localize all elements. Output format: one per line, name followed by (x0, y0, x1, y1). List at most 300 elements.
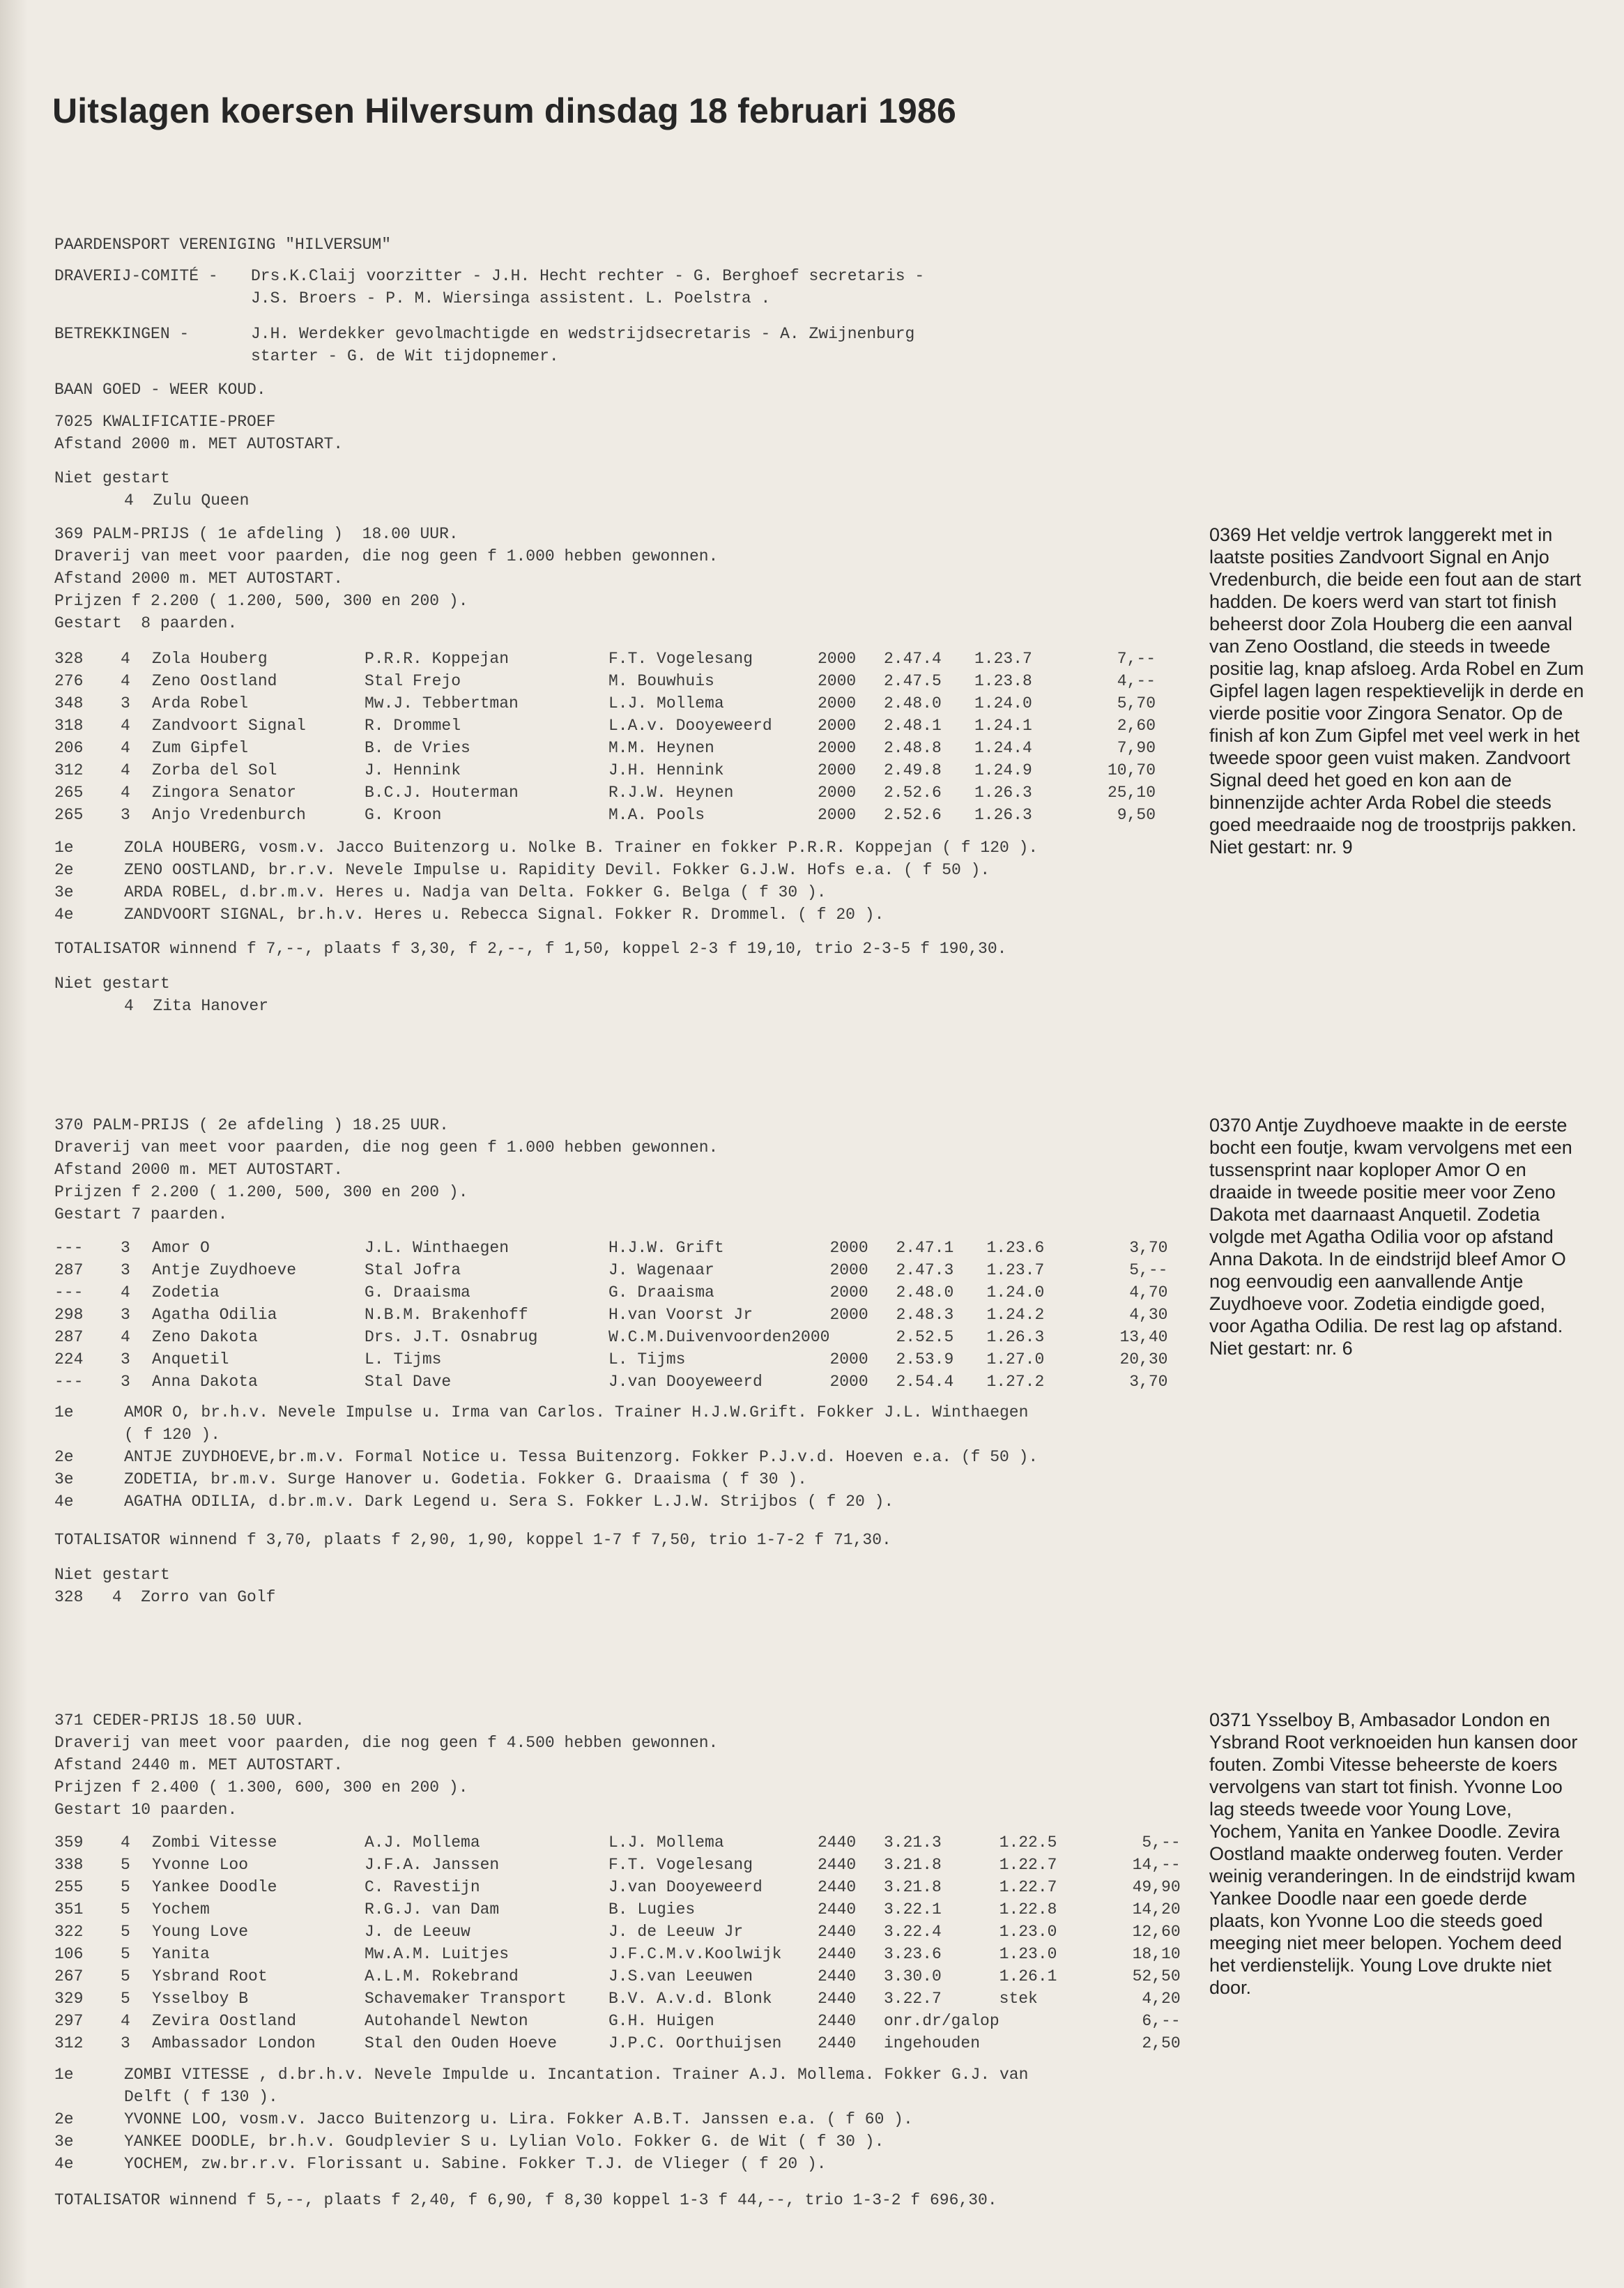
owner-cell: J. Hennink (365, 761, 461, 779)
km-time-cell: 1.22.8 (999, 1900, 1057, 1919)
table-row (54, 1259, 1167, 1281)
horse-name-cell: Zodetia (152, 1283, 220, 1302)
age-cell: 5 (121, 1990, 130, 2008)
owner-cell: J.L. Winthaegen (365, 1239, 510, 1257)
commentary-not-started: Niet gestart: nr. 9 (1209, 837, 1353, 857)
distance-cell: 2440 (818, 1923, 857, 1941)
placing-description: ZENO OOSTLAND, br.r.v. Nevele Impulse u. Rapidity Devil. Fokker G.J.W. Hofs e.a. ( f 50 ). (124, 861, 990, 879)
total-time-cell: 2.54.4 (896, 1373, 954, 1391)
odds-cell: 5,70 (1117, 694, 1156, 712)
odds-cell: 18,10 (1132, 1945, 1181, 1963)
driver-cell: J.P.C. Oorthuijsen (608, 2034, 782, 2052)
horse-name-cell: Yvonne Loo (152, 1856, 249, 1874)
race-title: 369 PALM-PRIJS ( 1e afdeling ) 18.00 UUR. (54, 525, 459, 543)
km-time-cell: 1.23.7 (986, 1261, 1045, 1279)
distance-cell: 2000 (818, 717, 857, 735)
totalisator: TOTALISATOR winnend f 7,--, plaats f 3,30, f 2,--, f 1,50, koppel 2-3 f 19,10, trio 2-3-5 f 190,30. (54, 940, 1007, 958)
race-371-commentary (1209, 1709, 1586, 1999)
table-row (54, 692, 1156, 715)
km-time-cell: 1.23.0 (999, 1923, 1057, 1941)
placing-position: 3e (54, 2133, 74, 2151)
km-time-cell: 1.24.0 (986, 1283, 1045, 1302)
table-row (54, 1943, 1181, 1965)
placing-line (54, 2064, 1028, 2086)
odds-cell: 7,90 (1117, 739, 1156, 757)
commentary-text: 0370 Antje Zuydhoeve maakte in de eerste bocht een foutje, kwam vervolgens met een tussensprint naar koploper Amor O en draaide in tweede positie meer voor Zeno Dakota met daarnaast Anquetil. Zodetia volgde met Agatha Odilia voor op afstand Anna Dakota. In de eindstrijd bleef Amor O nog eenvoudig een aanvallende Antje Zuydhoeve voor. Zodetia eindigde goed, voor Agatha Odilia. De rest lag op afstand. (1209, 1115, 1572, 1336)
distance-cell: 2000 (829, 1239, 868, 1257)
odds-cell: 14,20 (1132, 1900, 1181, 1919)
table-row (54, 1281, 1167, 1304)
total-time-cell: 3.21.3 (884, 1833, 942, 1852)
race-conditions: Draverij van meet voor paarden, die nog geen f 1.000 hebben gewonnen. (54, 547, 719, 565)
km-time-cell: 1.23.7 (974, 650, 1032, 668)
placing-position: 1e (54, 2066, 74, 2084)
odds-cell: 2,60 (1117, 717, 1156, 735)
committee-line-1: Drs.K.Claij voorzitter - J.H. Hecht rechter - G. Berghoef secretaris - (251, 267, 925, 285)
horse-name-cell: Anjo Vredenburch (152, 806, 306, 824)
start-number-cell: 318 (54, 717, 84, 735)
committee-label: DRAVERIJ-COMITÉ - (54, 267, 218, 285)
age-cell: 4 (121, 1833, 130, 1852)
owner-cell: Stal Frejo (365, 672, 461, 690)
odds-cell: 5,-- (1142, 1833, 1181, 1852)
table-row (54, 1237, 1167, 1259)
horse-name-cell: Zevira Oostland (152, 2012, 297, 2030)
driver-cell: J.S.van Leeuwen (608, 1967, 753, 1985)
km-time-cell: 1.23.6 (986, 1239, 1045, 1257)
odds-cell: 4,-- (1117, 672, 1156, 690)
odds-cell: 13,40 (1119, 1328, 1168, 1346)
start-number-cell: 287 (54, 1328, 84, 1346)
race-369-commentary (1209, 524, 1586, 858)
distance-cell: 2440 (818, 1945, 857, 1963)
owner-cell: Stal Jofra (365, 1261, 461, 1279)
results-table (54, 1237, 1167, 1393)
placing-line (54, 881, 827, 903)
owner-cell: Stal den Ouden Hoeve (365, 2034, 558, 2052)
odds-cell: 49,90 (1132, 1878, 1181, 1896)
distance-cell: 2440 (818, 1878, 857, 1896)
table-row (54, 1876, 1181, 1898)
start-number-cell: 297 (54, 2012, 84, 2030)
distance-cell: 2440 (818, 1990, 857, 2008)
placing-position: 2e (54, 2110, 74, 2128)
odds-cell: 2,50 (1142, 2034, 1181, 2052)
owner-cell: A.L.M. Rokebrand (365, 1967, 519, 1985)
start-number-cell: 287 (54, 1261, 84, 1279)
age-cell: 3 (121, 2034, 130, 2052)
commentary-text: 0371 Ysselboy B, Ambasador London en Ysbrand Root verknoeiden hun kansen door fouten. Zombi Vitesse beheerste de koers vervolgens van start tot finish. Yvonne Loo lag steeds tweede voor Young Love, Yochem, Yanita en Yankee Doodle. Zevira Oostland maakte onderweg fouten. Verder weinig veranderingen. In de eindstrijd kwam Yankee Doodle naar een goede derde plaats, kon Yvonne Loo die steeds goed meeging niet meer belopen. Yochem deed het verdienstelijk. Young Love drukte niet door. (1209, 1709, 1578, 1998)
km-time-cell (999, 2032, 1104, 2054)
distance-cell: 2000 (818, 784, 857, 802)
placing-description: AMOR O, br.h.v. Nevele Impulse u. Irma van Carlos. Trainer H.J.W.Grift. Fokker J.L. Winthaegen (124, 1403, 1029, 1421)
total-time-cell: 2.47.1 (896, 1239, 954, 1257)
placing-description: ZOLA HOUBERG, vosm.v. Jacco Buitenzorg u. Nolke B. Trainer en fokker P.R.R. Koppejan ( f 120 ). (124, 839, 1039, 857)
table-row (54, 2010, 1181, 2032)
total-time-cell: 2.48.3 (896, 1306, 954, 1324)
odds-cell: 4,30 (1129, 1306, 1168, 1324)
table-row (54, 648, 1156, 670)
km-time-cell: 1.23.0 (999, 1945, 1057, 1963)
total-time-cell: ingehouden (884, 2034, 981, 2052)
horse-name-cell: Yanita (152, 1945, 210, 1963)
table-row (54, 804, 1156, 826)
results-table (54, 648, 1156, 826)
horse-name-cell: Young Love (152, 1923, 249, 1941)
race-started: Gestart 10 paarden. (54, 1801, 238, 1819)
owner-cell: Stal Dave (365, 1373, 452, 1391)
horse-name-cell: Zum Gipfel (152, 739, 249, 757)
total-time-cell: 2.47.4 (884, 650, 942, 668)
start-number-cell: 265 (54, 806, 84, 824)
driver-cell: M.A. Pools (608, 806, 705, 824)
total-time-cell: 2.47.3 (896, 1261, 954, 1279)
odds-cell: 6,-- (1142, 2012, 1181, 2030)
horse-name-cell: Zeno Dakota (152, 1328, 258, 1346)
odds-cell: 3,70 (1129, 1239, 1168, 1257)
odds-cell: 12,60 (1132, 1923, 1181, 1941)
age-cell: 4 (121, 1283, 130, 1302)
age-cell: 3 (121, 1373, 130, 1391)
start-number-cell: 255 (54, 1878, 84, 1896)
table-row (54, 1304, 1167, 1326)
driver-cell: L. Tijms (608, 1350, 686, 1368)
km-time-cell: 1.27.2 (986, 1373, 1045, 1391)
distance-cell: 2000 (829, 1261, 868, 1279)
driver-cell: H.J.W. Grift (608, 1239, 724, 1257)
placing-line (54, 2108, 913, 2130)
owner-cell: J.F.A. Janssen (365, 1856, 500, 1874)
start-number-cell: --- (54, 1239, 84, 1257)
start-number-cell: 338 (54, 1856, 84, 1874)
odds-cell: 25,10 (1107, 784, 1156, 802)
placing-continuation: Delft ( f 130 ). (124, 2088, 278, 2106)
race-prizes: Prijzen f 2.400 ( 1.300, 600, 300 en 200 ). (54, 1778, 468, 1797)
driver-cell: J.F.C.M.v.Koolwijk (608, 1945, 782, 1963)
total-time-cell: 3.21.8 (884, 1878, 942, 1896)
placing-description: AGATHA ODILIA, d.br.m.v. Dark Legend u. Sera S. Fokker L.J.W. Strijbos ( f 20 ). (124, 1493, 894, 1511)
horse-name-cell: Zandvoort Signal (152, 717, 306, 735)
total-time-cell: 2.53.9 (896, 1350, 954, 1368)
placing-description: ZANDVOORT SIGNAL, br.h.v. Heres u. Rebecca Signal. Fokker R. Drommel. ( f 20 ). (124, 906, 884, 924)
odds-cell: 4,20 (1142, 1990, 1181, 2008)
not-started-horse: 4 Zita Hanover (124, 997, 269, 1015)
distance-cell: 2000 (829, 1283, 868, 1302)
horse-name-cell: Yochem (152, 1900, 210, 1919)
age-cell: 4 (121, 672, 130, 690)
table-row (54, 1988, 1181, 2010)
placing-position: 4e (54, 2155, 74, 2173)
owner-cell: B.C.J. Houterman (365, 784, 519, 802)
age-cell: 5 (121, 1945, 130, 1963)
distance-cell: 2000 (818, 806, 857, 824)
odds-cell: 9,50 (1117, 806, 1156, 824)
driver-cell: J.van Dooyeweerd (608, 1878, 763, 1896)
total-time-cell: 3.22.1 (884, 1900, 942, 1919)
age-cell: 3 (121, 694, 130, 712)
race-distance: Afstand 2000 m. MET AUTOSTART. (54, 570, 344, 588)
age-cell: 5 (121, 1856, 130, 1874)
association-name: PAARDENSPORT VERENIGING "HILVERSUM" (54, 236, 392, 254)
placing-line (54, 2130, 884, 2153)
placing-position: 4e (54, 1493, 74, 1511)
officials-line-2: starter - G. de Wit tijdopnemer. (251, 347, 559, 365)
owner-cell: P.R.R. Koppejan (365, 650, 510, 668)
table-row (54, 715, 1156, 737)
km-time-cell: 1.22.7 (999, 1856, 1057, 1874)
horse-name-cell: Anquetil (152, 1350, 229, 1368)
total-time-cell: onr.dr/galop (884, 2012, 999, 2030)
table-row (54, 1371, 1167, 1393)
committee-line-2: J.S. Broers - P. M. Wiersinga assistent. L. Poelstra . (251, 289, 771, 307)
placing-line (54, 1401, 1028, 1424)
distance-cell: 2440 (818, 1856, 857, 1874)
placing-description: YOCHEM, zw.br.r.v. Florissant u. Sabine. Fokker T.J. de Vlieger ( f 20 ). (124, 2155, 827, 2173)
start-number-cell: 265 (54, 784, 84, 802)
distance-cell: 2440 (818, 2034, 857, 2052)
distance-cell: 2000 (818, 694, 857, 712)
race-prizes: Prijzen f 2.200 ( 1.200, 500, 300 en 200 ). (54, 592, 468, 610)
start-number-cell: 276 (54, 672, 84, 690)
age-cell: 5 (121, 1923, 130, 1941)
table-row (54, 2032, 1181, 2054)
start-number-cell: 328 (54, 650, 84, 668)
driver-cell: L.J. Mollema (608, 694, 724, 712)
placing-line (54, 1490, 894, 1513)
age-cell: 4 (121, 761, 130, 779)
officials-label: BETREKKINGEN - (54, 325, 190, 343)
km-time-cell: 1.23.8 (974, 672, 1032, 690)
placing-position: 1e (54, 1403, 74, 1421)
placing-line (54, 1446, 1038, 1468)
horse-name-cell: Ambassador London (152, 2034, 316, 2052)
start-number-cell: 312 (54, 2034, 84, 2052)
distance-cell: 2440 (818, 1967, 857, 1985)
placing-description: ZOMBI VITESSE , d.br.h.v. Nevele Impulde u. Incantation. Trainer A.J. Mollema. Fokker G.J. van (124, 2066, 1029, 2084)
placing-continuation: ( f 120 ). (124, 1426, 221, 1444)
horse-name-cell: Zombi Vitesse (152, 1833, 277, 1852)
officials-line-1: J.H. Werdekker gevolmachtigde en wedstrijdsecretaris - A. Zwijnenburg (251, 325, 915, 343)
placing-line (54, 837, 1038, 859)
not-started-label: Niet gestart (54, 1566, 170, 1584)
owner-cell: G. Kroon (365, 806, 442, 824)
km-time-cell: 1.22.5 (999, 1833, 1057, 1852)
driver-cell: F.T. Vogelesang (608, 650, 753, 668)
start-number-cell: 267 (54, 1967, 84, 1985)
owner-cell: N.B.M. Brakenhoff (365, 1306, 528, 1324)
age-cell: 3 (121, 806, 130, 824)
race-conditions: Draverij van meet voor paarden, die nog geen f 1.000 hebben gewonnen. (54, 1138, 719, 1157)
driver-cell: J. de Leeuw Jr (608, 1923, 744, 1941)
age-cell: 4 (121, 2012, 130, 2030)
start-number-cell: 312 (54, 761, 84, 779)
table-row (54, 1854, 1181, 1876)
distance-cell: 2000 (818, 650, 857, 668)
placing-position: 3e (54, 1470, 74, 1488)
odds-cell: 5,-- (1129, 1261, 1168, 1279)
odds-cell: 10,70 (1107, 761, 1156, 779)
table-row (54, 737, 1156, 759)
race-distance: Afstand 2440 m. MET AUTOSTART. (54, 1756, 344, 1774)
race-distance: Afstand 2000 m. MET AUTOSTART. (54, 1161, 344, 1179)
commentary-not-started: Niet gestart: nr. 6 (1209, 1338, 1353, 1359)
driver-cell: M.M. Heynen (608, 739, 714, 757)
qualification-not-started-horse: 4 Zulu Queen (124, 491, 250, 510)
total-time-cell: 2.48.0 (896, 1283, 954, 1302)
distance-cell: 2440 (818, 2012, 857, 2030)
driver-cell: F.T. Vogelesang (608, 1856, 753, 1874)
start-number-cell: 348 (54, 694, 84, 712)
total-time-cell: 2.52.6 (884, 784, 942, 802)
age-cell: 5 (121, 1900, 130, 1919)
distance-cell: 2440 (818, 1900, 857, 1919)
owner-cell: G. Draaisma (365, 1283, 470, 1302)
start-number-cell: 298 (54, 1306, 84, 1324)
driver-cell: B. Lugies (608, 1900, 696, 1919)
table-row (54, 1831, 1181, 1854)
placing-description: YANKEE DOODLE, br.h.v. Goudplevier S u. Lylian Volo. Fokker G. de Wit ( f 30 ). (124, 2133, 884, 2151)
age-cell: 3 (121, 1350, 130, 1368)
odds-cell: 52,50 (1132, 1967, 1181, 1985)
total-time-cell: 2.48.1 (884, 717, 942, 735)
total-time-cell: 3.22.4 (884, 1923, 942, 1941)
km-time-cell: 1.22.7 (999, 1878, 1057, 1896)
distance-cell: 2000 (829, 1350, 868, 1368)
placing-line (54, 859, 990, 881)
placing-position: 2e (54, 861, 74, 879)
table-row (54, 1898, 1181, 1921)
total-time-cell: 3.30.0 (884, 1967, 942, 1985)
owner-cell: A.J. Mollema (365, 1833, 480, 1852)
age-cell: 4 (121, 650, 130, 668)
odds-cell: 20,30 (1119, 1350, 1168, 1368)
distance-cell: 2000 (818, 761, 857, 779)
track-weather: BAAN GOED - WEER KOUD. (54, 381, 266, 399)
driver-cell: J.van Dooyeweerd (608, 1373, 763, 1391)
results-table (54, 1831, 1181, 2054)
placing-description: ZODETIA, br.m.v. Surge Hanover u. Godetia. Fokker G. Draaisma ( f 30 ). (124, 1470, 807, 1488)
horse-name-cell: Agatha Odilia (152, 1306, 277, 1324)
driver-cell: R.J.W. Heynen (608, 784, 734, 802)
placing-line (54, 2153, 827, 2175)
horse-name-cell: Antje Zuydhoeve (152, 1261, 297, 1279)
driver-cell: L.A.v. Dooyeweerd (608, 717, 772, 735)
horse-name-cell: Yankee Doodle (152, 1878, 277, 1896)
owner-cell: R.G.J. van Dam (365, 1900, 500, 1919)
km-time-cell: 1.26.1 (999, 1967, 1057, 1985)
placing-line (54, 903, 884, 926)
horse-name-cell: Zingora Senator (152, 784, 297, 802)
driver-cell: G.H. Huigen (608, 2012, 714, 2030)
total-time-cell: 3.22.7 (884, 1990, 942, 2008)
owner-cell: Schavemaker Transport (365, 1990, 567, 2008)
km-time-cell: stek (999, 1990, 1038, 2008)
table-row (54, 1921, 1181, 1943)
odds-cell: 4,70 (1129, 1283, 1168, 1302)
page-title: Uitslagen koersen Hilversum dinsdag 18 februari 1986 (52, 91, 957, 130)
distance-cell (829, 1326, 896, 1348)
table-row (54, 670, 1156, 692)
km-time-cell: 1.26.3 (986, 1328, 1045, 1346)
placing-line (54, 1468, 807, 1490)
totalisator: TOTALISATOR winnend f 3,70, plaats f 2,90, 1,90, koppel 1-7 f 7,50, trio 1-7-2 f 71,30. (54, 1531, 891, 1549)
race-started: Gestart 8 paarden. (54, 614, 238, 632)
driver-cell: B.V. A.v.d. Blonk (608, 1990, 772, 2008)
owner-cell: Mw.A.M. Luitjes (365, 1945, 510, 1963)
odds-cell: 3,70 (1129, 1373, 1168, 1391)
table-row (54, 759, 1156, 781)
horse-name-cell: Ysselboy B (152, 1990, 249, 2008)
start-number-cell: 359 (54, 1833, 84, 1852)
start-number-cell: 206 (54, 739, 84, 757)
owner-cell: R. Drommel (365, 717, 461, 735)
km-time-cell: 1.24.9 (974, 761, 1032, 779)
age-cell: 4 (121, 784, 130, 802)
start-number-cell: 224 (54, 1350, 84, 1368)
owner-cell: B. de Vries (365, 739, 470, 757)
total-time-cell: 2.48.0 (884, 694, 942, 712)
km-time-cell: 1.24.4 (974, 739, 1032, 757)
total-time-cell: 2.48.8 (884, 739, 942, 757)
totalisator: TOTALISATOR winnend f 5,--, plaats f 2,40, f 6,90, f 8,30 koppel 1-3 f 44,--, trio 1-3-2 f 696,30. (54, 2191, 997, 2209)
horse-name-cell: Ysbrand Root (152, 1967, 268, 1985)
age-cell: 5 (121, 1878, 130, 1896)
owner-cell: C. Ravestijn (365, 1878, 480, 1896)
owner-cell: Mw.J. Tebbertman (365, 694, 519, 712)
driver-cell: M. Bouwhuis (608, 672, 714, 690)
age-cell: 3 (121, 1239, 130, 1257)
horse-name-cell: Anna Dakota (152, 1373, 258, 1391)
qualification-title: 7025 KWALIFICATIE-PROEF (54, 413, 276, 431)
table-row (54, 1326, 1167, 1348)
distance-cell: 2440 (818, 1833, 857, 1852)
driver-cell: J. Wagenaar (608, 1261, 714, 1279)
driver-cell: W.C.M.Duivenvoorden2000 (608, 1328, 830, 1346)
race-title: 371 CEDER-PRIJS 18.50 UUR. (54, 1711, 305, 1730)
driver-cell: H.van Voorst Jr (608, 1306, 753, 1324)
table-row (54, 781, 1156, 804)
driver-cell: J.H. Hennink (608, 761, 724, 779)
distance-cell: 2000 (829, 1306, 868, 1324)
placing-description: YVONNE LOO, vosm.v. Jacco Buitenzorg u. Lira. Fokker A.B.T. Janssen e.a. ( f 60 ). (124, 2110, 913, 2128)
age-cell: 4 (121, 1328, 130, 1346)
total-time-cell: 2.52.5 (896, 1328, 954, 1346)
horse-name-cell: Arda Robel (152, 694, 249, 712)
km-time-cell: 1.27.0 (986, 1350, 1045, 1368)
owner-cell: L. Tijms (365, 1350, 442, 1368)
horse-name-cell: Zola Houberg (152, 650, 268, 668)
table-row (54, 1965, 1181, 1988)
start-number-cell: 106 (54, 1945, 84, 1963)
distance-cell: 2000 (818, 739, 857, 757)
placing-description: ANTJE ZUYDHOEVE,br.m.v. Formal Notice u. Tessa Buitenzorg. Fokker P.J.v.d. Hoeven e.a. (f 50 ). (124, 1448, 1039, 1466)
placing-position: 4e (54, 906, 74, 924)
total-time-cell: 2.52.6 (884, 806, 942, 824)
race-title: 370 PALM-PRIJS ( 2e afdeling ) 18.25 UUR. (54, 1116, 449, 1134)
driver-cell: L.J. Mollema (608, 1833, 724, 1852)
age-cell: 4 (121, 739, 130, 757)
start-number-cell: --- (54, 1373, 84, 1391)
start-number-cell: 351 (54, 1900, 84, 1919)
distance-cell: 2000 (818, 672, 857, 690)
total-time-cell: 2.47.5 (884, 672, 942, 690)
driver-cell: G. Draaisma (608, 1283, 714, 1302)
horse-name-cell: Zeno Oostland (152, 672, 277, 690)
km-time-cell: 1.24.0 (974, 694, 1032, 712)
race-370-commentary (1209, 1114, 1586, 1359)
placing-position: 1e (54, 839, 74, 857)
race-conditions: Draverij van meet voor paarden, die nog geen f 4.500 hebben gewonnen. (54, 1734, 719, 1752)
